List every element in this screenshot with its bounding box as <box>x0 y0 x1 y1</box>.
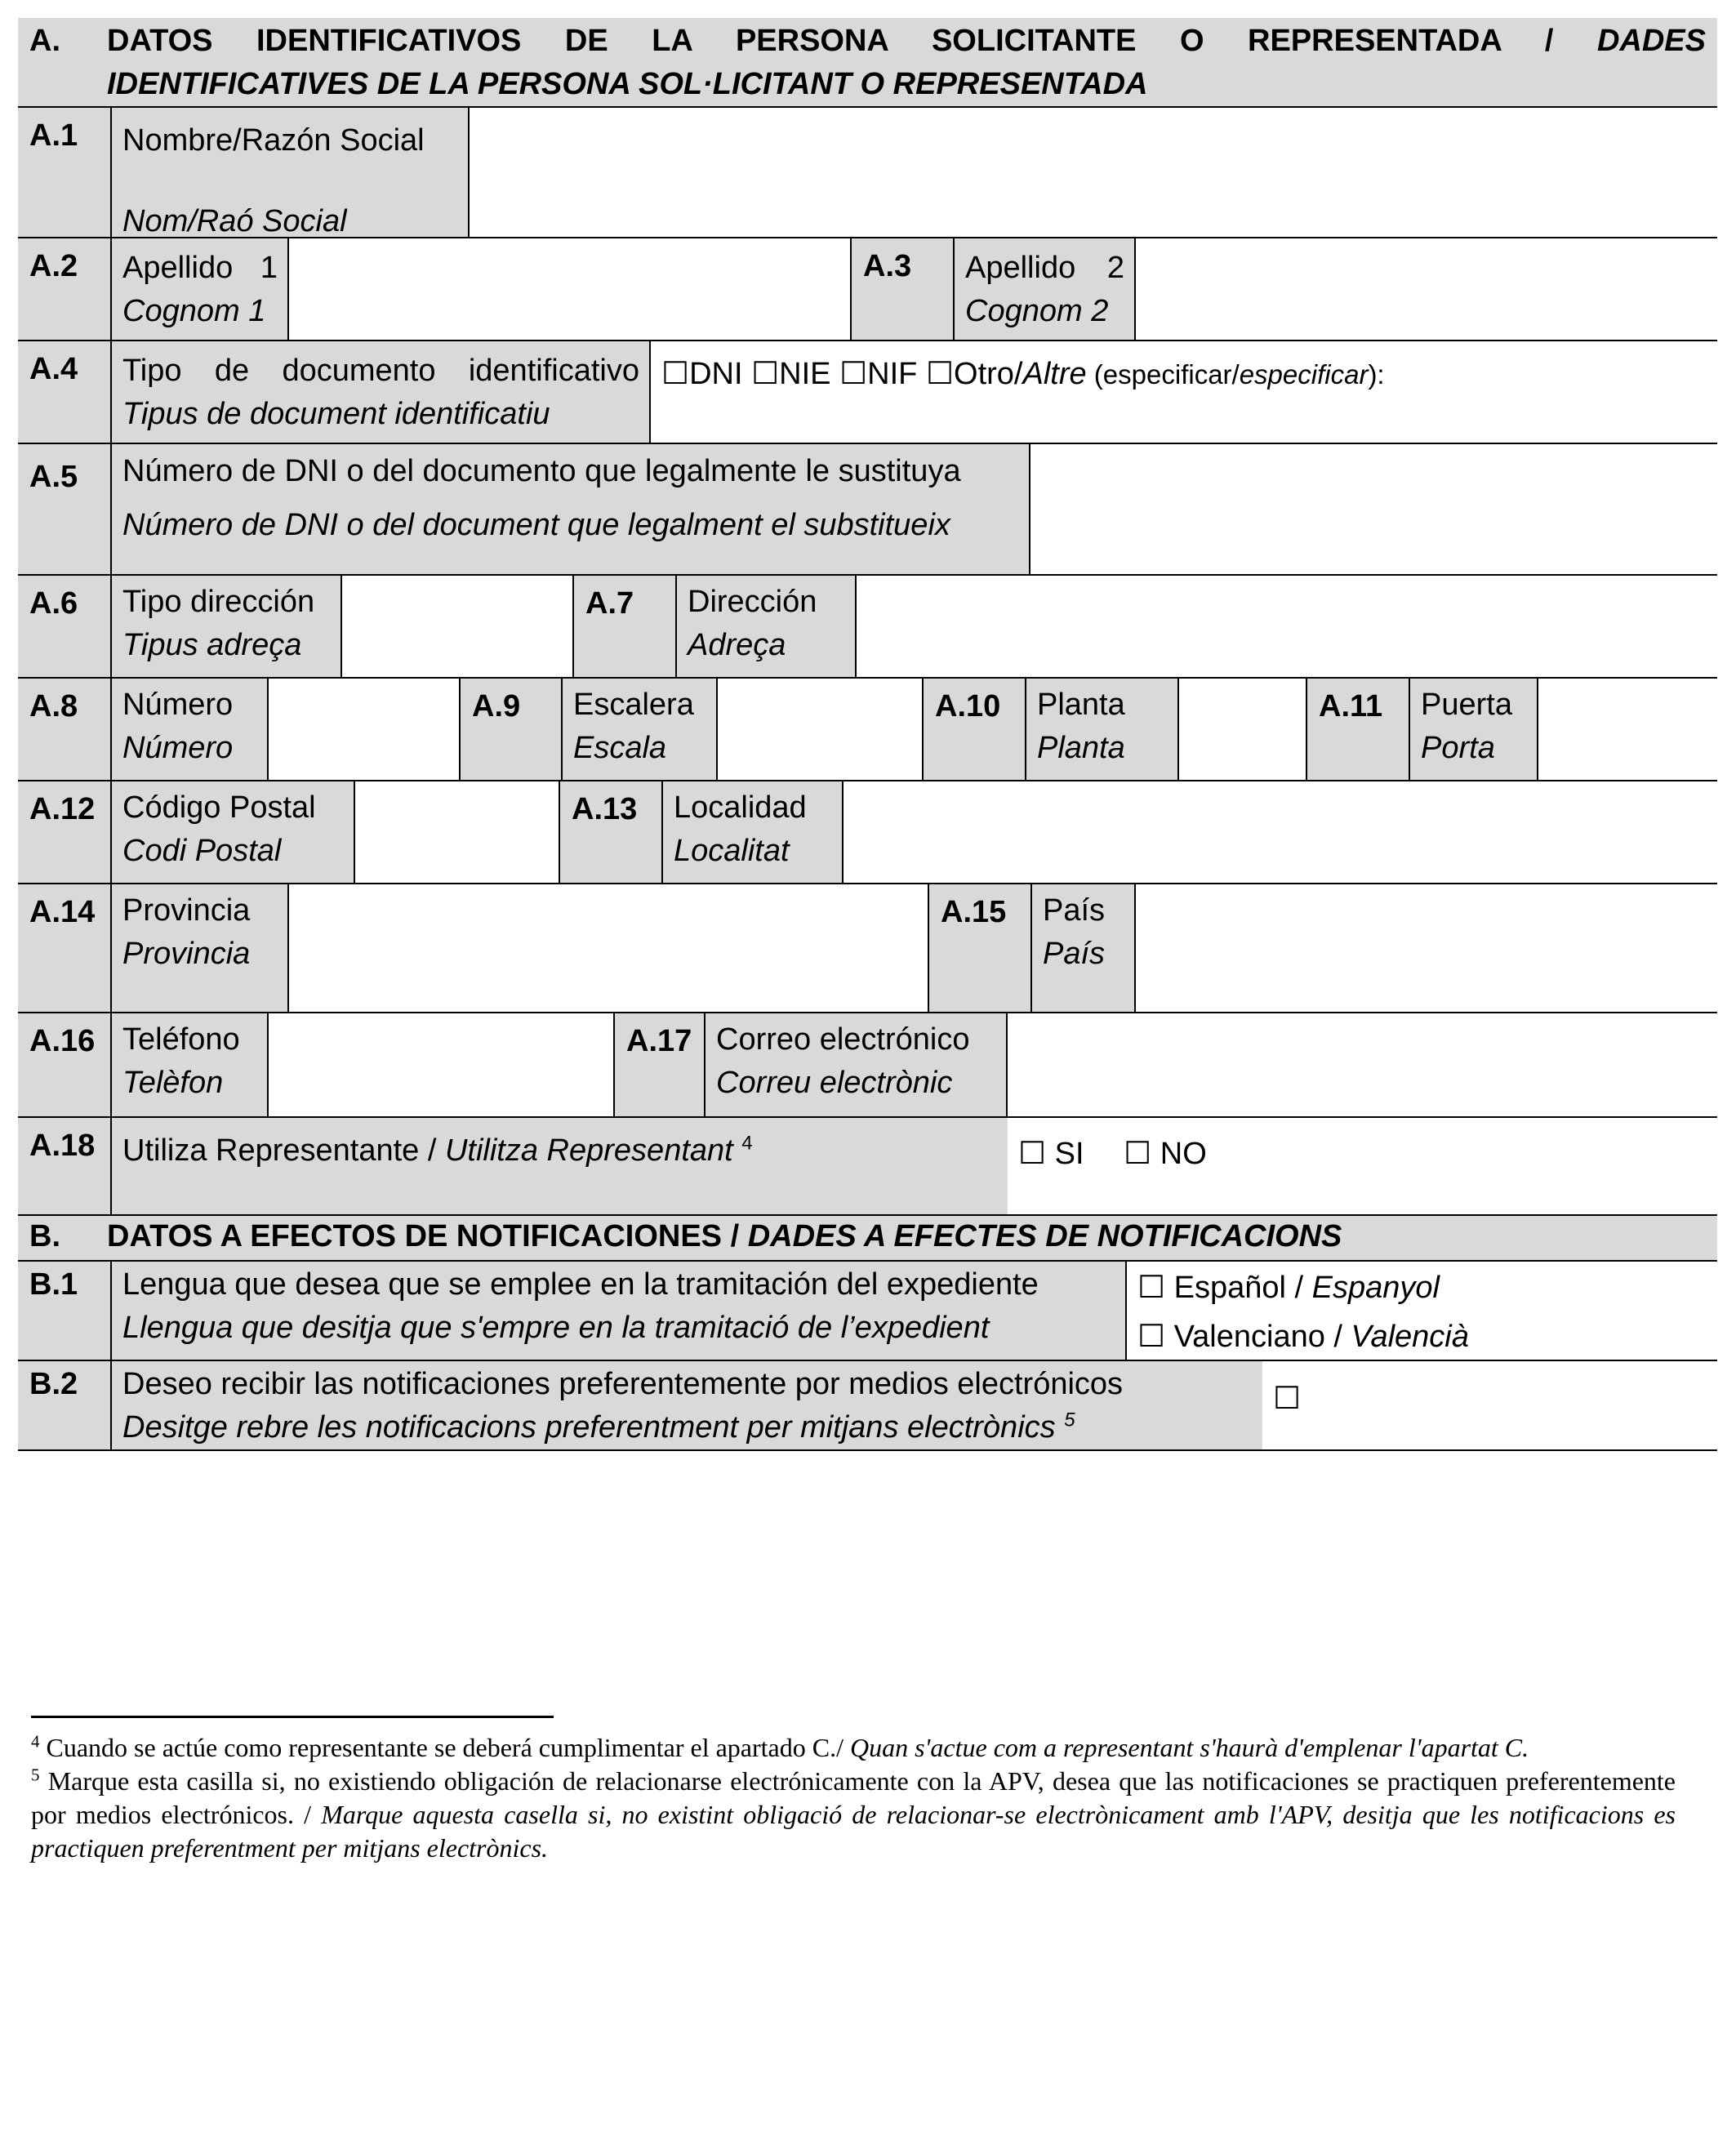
field-number: A.18 <box>18 1118 110 1214</box>
section-a-title-va: DADES <box>1596 24 1706 58</box>
field-label-postal-code <box>110 781 354 883</box>
label-es: Número <box>122 688 234 722</box>
label-va: Desitge rebre les notificacions preferentment per mitjans electrònics <box>122 1410 1056 1445</box>
row-a1 <box>18 106 1717 237</box>
specify-text-va: especificar <box>1239 359 1369 390</box>
label-va: Telèfon <box>122 1066 224 1100</box>
field-number: A.3 <box>850 238 953 340</box>
option-label: DNI <box>689 357 743 391</box>
address-type-input[interactable] <box>341 576 572 677</box>
document-number-input[interactable] <box>1029 444 1717 574</box>
label-va: Utilitza Representant <box>444 1133 733 1168</box>
footnote-text-es: Marque esta casilla si, no existiendo obligación de relacionarse electrónicamente con la APV, desea que las notificaciones se practiquen preferentemente por medios electrónicos. / <box>31 1766 1676 1829</box>
field-number: A.1 <box>18 108 110 237</box>
label-es: País <box>1043 893 1106 928</box>
field-number: A.8 <box>18 679 110 780</box>
footnote-text-va: Quan s'actue com a representant s'haurà d'emplenar l'apartat C. <box>849 1733 1529 1762</box>
dni-checkbox[interactable] <box>661 357 743 391</box>
label-es-word: documento <box>282 354 436 388</box>
label-va: Adreça <box>688 628 786 662</box>
representative-options <box>1008 1118 1717 1214</box>
checkbox-icon: ☐ <box>1124 1137 1152 1171</box>
section-b-code: B. <box>29 1219 60 1253</box>
field-number: A.4 <box>18 341 110 443</box>
field-number: A.15 <box>928 884 1030 1012</box>
specify-note <box>1087 359 1385 390</box>
field-label-email <box>704 1013 1006 1116</box>
no-checkbox[interactable] <box>1124 1137 1207 1171</box>
footnote-mark: 4 <box>31 1731 40 1752</box>
specify-text: (especificar/ <box>1086 359 1240 390</box>
label-va: Cognom 1 <box>122 294 266 328</box>
province-input[interactable] <box>287 884 928 1012</box>
footnote-ref: 5 <box>1064 1409 1075 1431</box>
field-label-address-type <box>110 576 341 677</box>
row-a14-a15 <box>18 883 1717 1012</box>
field-label-phone <box>110 1013 267 1116</box>
checkbox-icon: ☐ <box>661 357 690 391</box>
field-label-electronic-notifications <box>110 1361 1262 1449</box>
field-number: A.2 <box>18 238 110 340</box>
label-va: Escala <box>573 731 667 765</box>
label-es: Deseo recibir las notificaciones preferentemente por medios electrónicos <box>122 1367 1124 1401</box>
row-a4 <box>18 340 1717 443</box>
nif-checkbox[interactable] <box>839 357 917 391</box>
field-number: A.17 <box>613 1013 704 1116</box>
label-es: Utiliza Representante / <box>122 1133 445 1168</box>
label-va: Codi Postal <box>122 834 282 868</box>
phone-input[interactable] <box>267 1013 613 1116</box>
label-va: Localitat <box>674 834 790 868</box>
field-label-surname1 <box>110 238 287 340</box>
checkbox-icon: ☐ <box>1273 1382 1302 1416</box>
section-b-title <box>107 1216 1342 1260</box>
option-label: SI <box>1054 1137 1084 1171</box>
label-va: Porta <box>1421 731 1495 765</box>
section-b-header <box>18 1214 1717 1260</box>
field-number: A.10 <box>922 679 1025 780</box>
checkbox-icon: ☐ <box>925 357 955 391</box>
yes-checkbox[interactable] <box>1018 1137 1084 1171</box>
option-label-va: Valencià <box>1351 1320 1469 1354</box>
footnote-separator <box>31 1716 554 1718</box>
label-es: Correo electrónico <box>716 1022 970 1057</box>
field-label-number <box>110 679 267 780</box>
field-label-floor <box>1025 679 1177 780</box>
field-label-door <box>1409 679 1537 780</box>
row-a5 <box>18 443 1717 574</box>
field-label-document-number <box>110 444 1029 574</box>
field-number: B.1 <box>18 1262 110 1360</box>
row-b1 <box>18 1260 1717 1360</box>
address-input[interactable] <box>855 576 1717 677</box>
option-label: Español / <box>1173 1271 1312 1305</box>
street-number-input[interactable] <box>267 679 459 780</box>
label-va: Planta <box>1037 731 1125 765</box>
row-a2-a3 <box>18 237 1717 340</box>
section-a-code: A. <box>29 24 60 58</box>
field-label-address <box>675 576 855 677</box>
label-es: Dirección <box>688 585 817 619</box>
label-es: Código Postal <box>122 790 316 825</box>
section-a-title-va-line2: IDENTIFICATIVES DE LA PERSONA SOL·LICITANT O REPRESENTADA <box>107 67 1148 101</box>
section-a-header <box>18 18 1717 106</box>
language-options <box>1125 1262 1717 1360</box>
field-label-document-type <box>110 341 649 443</box>
field-label-stair <box>561 679 716 780</box>
label-es: Número de DNI o del documento que legalmente le sustituya <box>122 454 961 488</box>
option-label: Valenciano / <box>1173 1320 1351 1354</box>
label-va: Tipus de document identificatiu <box>122 397 550 431</box>
specify-text-end: ): <box>1368 359 1385 390</box>
nie-checkbox[interactable] <box>751 357 830 391</box>
valencian-checkbox[interactable] <box>1137 1312 1707 1361</box>
label-va: Provincia <box>122 937 251 971</box>
label-es-num: 1 <box>260 251 278 285</box>
option-label: NIF <box>867 357 918 391</box>
label-va: Correu electrònic <box>716 1066 953 1100</box>
section-b-title-es: DATOS A EFECTOS DE NOTIFICACIONES / <box>107 1219 740 1253</box>
field-number: A.13 <box>559 781 661 883</box>
label-va: Número <box>122 731 234 765</box>
surname1-input[interactable] <box>287 238 850 340</box>
label-va: Llengua que desitja que s'empre en la tramitació de l’expedient <box>122 1311 990 1345</box>
row-a18 <box>18 1116 1717 1214</box>
option-label: NIE <box>779 357 831 391</box>
footnote-text-va: Marque aquesta casella si, no existint obligació de relacionar-se electrònicament amb l'APV, desitja que les notificacions es practiquen preferentment per mitjans electrònics. <box>31 1800 1676 1863</box>
label-es: Lengua que desea que se emplee en la tramitación del expediente <box>122 1267 1039 1302</box>
field-label-surname2 <box>953 238 1134 340</box>
checkbox-icon: ☐ <box>1137 1271 1166 1305</box>
section-a-title <box>107 20 1706 63</box>
checkbox-icon: ☐ <box>751 357 780 391</box>
door-input[interactable] <box>1537 679 1717 780</box>
field-number: A.11 <box>1306 679 1409 780</box>
footnote-text-es: Cuando se actúe como representante se deberá cumplimentar el apartado C./ <box>46 1733 850 1762</box>
checkbox-icon: ☐ <box>839 357 868 391</box>
label-es-word: identificativo <box>468 354 639 388</box>
field-number: A.5 <box>18 444 110 574</box>
row-a6-a7 <box>18 574 1717 677</box>
checkbox-icon: ☐ <box>1137 1320 1166 1354</box>
field-label-country <box>1030 884 1134 1012</box>
label-va: Número de DNI o del document que legalment el substitueix <box>122 508 950 542</box>
label-es: Teléfono <box>122 1022 240 1057</box>
document-type-options <box>649 341 1717 443</box>
label-es: Apellido <box>122 251 234 285</box>
row-a12-a13 <box>18 780 1717 883</box>
footnote-mark: 5 <box>31 1765 40 1785</box>
email-input[interactable] <box>1006 1013 1717 1116</box>
label-va: País <box>1043 937 1106 971</box>
footnote-5 <box>31 1765 1676 1865</box>
country-input[interactable] <box>1134 884 1717 1012</box>
postal-code-input[interactable] <box>354 781 559 883</box>
label-es: Provincia <box>122 893 251 928</box>
label-es: Apellido <box>965 251 1076 285</box>
locality-input[interactable] <box>842 781 1717 883</box>
row-a8-a11 <box>18 677 1717 780</box>
label-es: Puerta <box>1421 688 1512 722</box>
option-label: NO <box>1160 1137 1207 1171</box>
label-es: Tipo dirección <box>122 585 315 619</box>
footnote-ref: 4 <box>741 1132 753 1155</box>
footnote-4 <box>31 1731 1676 1765</box>
checkbox-icon: ☐ <box>1018 1137 1047 1171</box>
application-form <box>18 18 1717 1451</box>
option-label: Otro/ <box>954 357 1023 391</box>
label-es: Planta <box>1037 688 1125 722</box>
field-number: A.14 <box>18 884 110 1012</box>
field-label-language <box>110 1262 1125 1360</box>
field-number: A.9 <box>459 679 561 780</box>
row-a16-a17 <box>18 1012 1717 1116</box>
field-label-name <box>110 108 468 237</box>
label-es: Localidad <box>674 790 807 825</box>
surname2-input[interactable] <box>1134 238 1717 340</box>
section-a-title-es: DATOS IDENTIFICATIVOS DE LA PERSONA SOLICITANTE O REPRESENTADA / <box>107 24 1554 58</box>
label-es-word: Tipo <box>122 354 182 388</box>
field-label-province <box>110 884 287 1012</box>
stair-input[interactable] <box>716 679 922 780</box>
row-b2 <box>18 1360 1717 1451</box>
electronic-notifications-checkbox[interactable] <box>1262 1361 1717 1449</box>
field-label-locality <box>661 781 842 883</box>
name-input[interactable] <box>468 108 1717 237</box>
section-b-title-va: DADES A EFECTES DE NOTIFICACIONS <box>747 1219 1342 1253</box>
field-label-representative <box>110 1118 1008 1214</box>
field-number: B.2 <box>18 1361 110 1449</box>
label-es: Escalera <box>573 688 694 722</box>
field-number: A.6 <box>18 576 110 677</box>
floor-input[interactable] <box>1177 679 1306 780</box>
label-va: Nom/Raó Social <box>122 204 347 238</box>
field-number: A.16 <box>18 1013 110 1116</box>
option-label-va: Espanyol <box>1311 1271 1440 1305</box>
spanish-checkbox[interactable] <box>1137 1263 1707 1312</box>
option-label-va: Altre <box>1022 357 1087 391</box>
field-number: A.7 <box>572 576 675 677</box>
label-va: Cognom 2 <box>965 294 1109 328</box>
label-va: Tipus adreça <box>122 628 302 662</box>
other-checkbox[interactable] <box>926 357 1087 391</box>
footnotes <box>31 1731 1676 1865</box>
label-es-word: de <box>214 354 250 388</box>
label-es: Nombre/Razón Social <box>122 123 425 158</box>
field-number: A.12 <box>18 781 110 883</box>
label-es-num: 2 <box>1106 251 1124 285</box>
